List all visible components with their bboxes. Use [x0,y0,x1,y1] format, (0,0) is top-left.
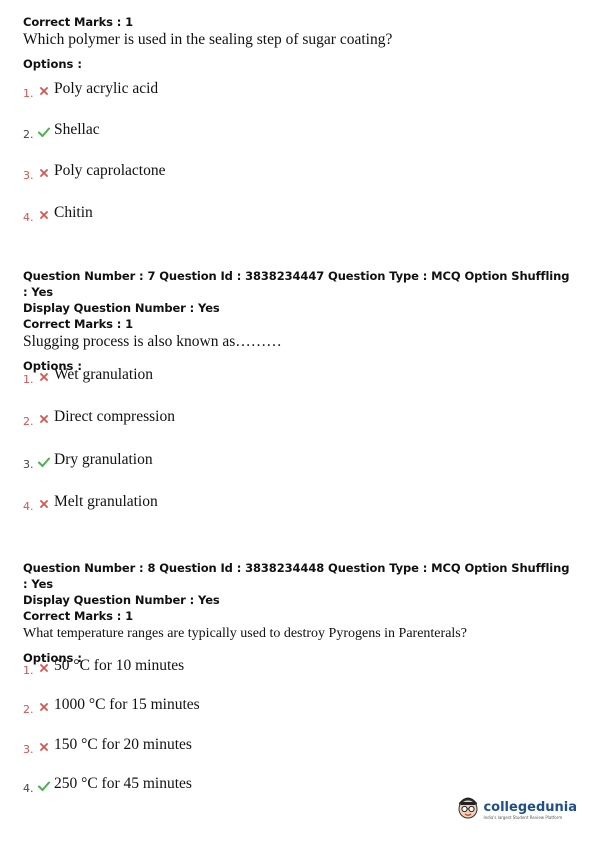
option-item [23,80,158,98]
option-number: 4. [23,781,34,795]
option-item [23,366,153,384]
option-number: 1. [23,663,34,677]
option-text: Chitin [54,204,93,221]
cross-icon [37,415,51,423]
option-item [23,408,175,426]
check-icon [37,457,51,467]
option-item [23,775,192,793]
option-text: Shellac [54,121,100,138]
option-number: 2. [23,702,34,716]
cross-icon [37,664,51,672]
option-number: 3. [23,168,34,182]
correct-marks: Correct Marks : 1 [23,15,134,29]
option-text: 250 °C for 45 minutes [54,775,192,792]
collegedunia-logo [457,796,577,824]
option-item [23,451,153,469]
option-number: 3. [23,457,34,471]
cross-icon [37,87,51,95]
mascot-icon [457,796,479,824]
cross-icon [37,500,51,508]
cross-icon [37,169,51,177]
correct-marks: Correct Marks : 1 [23,609,134,623]
option-item [23,162,165,180]
option-item [23,736,192,754]
option-text: Poly acrylic acid [54,80,159,97]
option-text: Melt granulation [54,493,158,510]
question-text: What temperature ranges are typically used to destroy Pyrogens in Parenterals? [23,626,467,641]
cross-icon [37,373,51,381]
option-number: 3. [23,742,34,756]
cross-icon [37,743,51,751]
correct-marks: Correct Marks : 1 [23,317,134,331]
option-text: Poly caprolactone [54,162,166,179]
question-text: Slugging process is also known as……… [23,333,282,350]
cross-icon [37,703,51,711]
option-text: Dry granulation [54,451,153,468]
option-number: 1. [23,372,34,386]
check-icon [37,127,51,137]
options-label: Options : [23,57,82,71]
question-header: Question Number : 8 Question Id : 3838234448 Question Type : MCQ Option Shuffling : Yes [23,561,570,591]
option-text: 150 °C for 20 minutes [54,736,192,753]
question-6 [23,14,572,72]
option-number: 4. [23,499,34,513]
option-item [23,657,184,675]
option-text: 50 °C for 10 minutes [54,657,185,674]
logo-tagline: India's largest Student Review Platform [483,814,563,820]
option-number: 4. [23,210,34,224]
options-label: Options : [23,651,82,665]
option-item [23,493,158,511]
option-number: 2. [23,414,34,428]
check-icon [37,781,51,791]
display-question-number: Display Question Number : Yes [23,593,220,607]
option-number: 2. [23,127,34,141]
option-text: 1000 °C for 15 minutes [54,696,200,713]
option-text: Wet granulation [54,366,154,383]
logo-wordmark: collegedunia [483,799,577,815]
option-number: 1. [23,86,34,100]
option-item [23,204,93,222]
option-item [23,121,100,139]
question-7 [23,268,572,374]
options-label: Options : [23,359,82,373]
cross-icon [37,211,51,219]
display-question-number: Display Question Number : Yes [23,301,220,315]
question-text: Which polymer is used in the sealing step of sugar coating? [23,31,393,48]
question-header: Question Number : 7 Question Id : 3838234447 Question Type : MCQ Option Shuffling : Yes [23,269,570,299]
option-text: Direct compression [54,408,175,425]
option-item [23,696,200,714]
question-8 [23,560,572,666]
